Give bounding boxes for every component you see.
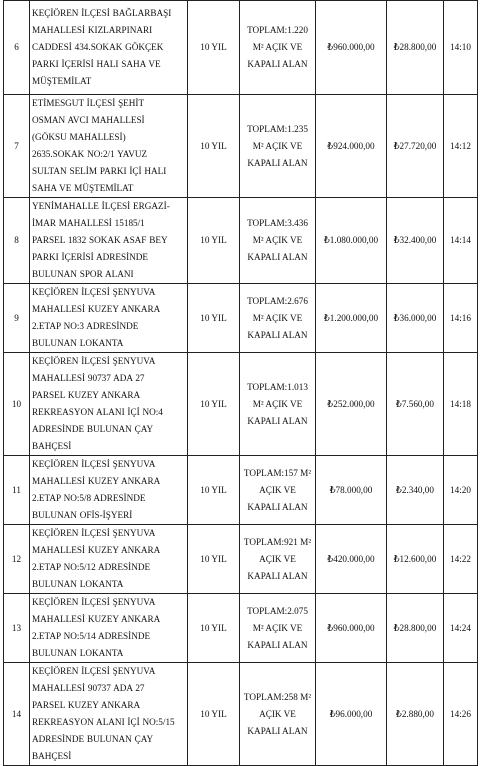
estimated-value: ₺960.000,00	[316, 1, 387, 95]
tender-time: 14:14	[444, 198, 478, 284]
estimated-value: ₺252.000,00	[316, 353, 387, 456]
table-row	[4, 525, 478, 594]
row-number: 10	[4, 353, 30, 456]
estimated-value: ₺1.080.000,00	[316, 198, 387, 284]
lease-duration: 10 YIL	[188, 198, 240, 284]
guarantee-amount: ₺28.800,00	[387, 1, 444, 95]
lease-duration: 10 YIL	[188, 353, 240, 456]
lease-duration: 10 YIL	[188, 284, 240, 353]
guarantee-amount: ₺36.000,00	[387, 284, 444, 353]
lease-duration: 10 YIL	[188, 1, 240, 95]
guarantee-amount: ₺32.400,00	[387, 198, 444, 284]
tender-time: 14:10	[444, 1, 478, 95]
tender-time: 14:20	[444, 456, 478, 525]
location-description: KEÇİÖREN İLÇESİ ŞENYUVA MAHALLESİ 90737 ADA 27 PARSEL KUZEY ANKARA REKREASYON ALANI İÇİ NO:5/15 ADRESİNDE BULUNAN ÇAY BAHÇESİ	[30, 663, 188, 766]
area-total: TOPLAM:921 M² AÇIK VE KAPALI ALAN	[240, 525, 316, 594]
table-row	[4, 284, 478, 353]
area-total: TOPLAM:1.013 M² AÇIK VE KAPALI ALAN	[240, 353, 316, 456]
area-total: TOPLAM:1.235 M² AÇIK VE KAPALI ALAN	[240, 95, 316, 198]
location-description: KEÇİÖREN İLÇESİ ŞENYUVA MAHALLESİ KUZEY ANKARA 2.ETAP NO:3 ADRESİNDE BULUNAN LOKANTA	[30, 284, 188, 353]
row-number: 8	[4, 198, 30, 284]
estimated-value: ₺960.000,00	[316, 594, 387, 663]
area-total: TOPLAM:157 M² AÇIK VE KAPALI ALAN	[240, 456, 316, 525]
table-row	[4, 456, 478, 525]
area-total: TOPLAM:3.436 M² AÇIK VE KAPALI ALAN	[240, 198, 316, 284]
guarantee-amount: ₺28.800,00	[387, 594, 444, 663]
tender-time: 14:16	[444, 284, 478, 353]
table-row	[4, 198, 478, 284]
estimated-value: ₺78.000,00	[316, 456, 387, 525]
location-description: KEÇİÖREN İLÇESİ ŞENYUVA MAHALLESİ 90737 ADA 27 PARSEL KUZEY ANKARA REKREASYON ALANI İÇİ NO:4 ADRESİNDE BULUNAN ÇAY BAHÇESİ	[30, 353, 188, 456]
guarantee-amount: ₺7.560,00	[387, 353, 444, 456]
tender-time: 14:18	[444, 353, 478, 456]
location-description: ETİMESGUT İLÇESİ ŞEHİT OSMAN AVCI MAHALLESİ (GÖKSU MAHALLESİ) 2635.SOKAK NO:2/1 YAVUZ SULTAN SELİM PARKI İÇİ HALI SAHA VE MÜŞTEMİLAT	[30, 95, 188, 198]
guarantee-amount: ₺12.600,00	[387, 525, 444, 594]
guarantee-amount: ₺2.880,00	[387, 663, 444, 766]
tender-time: 14:26	[444, 663, 478, 766]
lease-duration: 10 YIL	[188, 594, 240, 663]
area-total: TOPLAM:2.075 M² AÇIK VE KAPALI ALAN	[240, 594, 316, 663]
tender-time: 14:12	[444, 95, 478, 198]
estimated-value: ₺1.200.000,00	[316, 284, 387, 353]
table-body	[4, 1, 478, 766]
table-row	[4, 95, 478, 198]
row-number: 12	[4, 525, 30, 594]
lease-duration: 10 YIL	[188, 663, 240, 766]
area-total: TOPLAM:258 M² AÇIK VE KAPALI ALAN	[240, 663, 316, 766]
row-number: 13	[4, 594, 30, 663]
lease-duration: 10 YIL	[188, 456, 240, 525]
estimated-value: ₺96.000,00	[316, 663, 387, 766]
guarantee-amount: ₺27.720,00	[387, 95, 444, 198]
tender-table	[3, 0, 478, 766]
location-description: KEÇİÖREN İLÇESİ BAĞLARBAŞI MAHALLESİ KIZLARPINARI CADDESİ 434.SOKAK GÖKÇEK PARKI İÇERİSİ HALI SAHA VE MÜŞTEMİLAT	[30, 1, 188, 95]
location-description: KEÇİÖREN İLÇESİ ŞENYUVA MAHALLESİ KUZEY ANKARA 2.ETAP NO:5/8 ADRESİNDE BULUNAN OFİS-İŞYERİ	[30, 456, 188, 525]
row-number: 11	[4, 456, 30, 525]
table-row	[4, 594, 478, 663]
area-total: TOPLAM:1.220 M² AÇIK VE KAPALI ALAN	[240, 1, 316, 95]
location-description: YENİMAHALLE İLÇESİ ERGAZİ- İMAR MAHALLESİ 15185/1 PARSEL 1832 SOKAK ASAF BEY PARKI İÇERİSİ ADRESİNDE BULUNAN SPOR ALANI	[30, 198, 188, 284]
location-description: KEÇİÖREN İLÇESİ ŞENYUVA MAHALLESİ KUZEY ANKARA 2.ETAP NO:5/12 ADRESİNDE BULUNAN LOKANTA	[30, 525, 188, 594]
row-number: 9	[4, 284, 30, 353]
estimated-value: ₺420.000,00	[316, 525, 387, 594]
table-row	[4, 663, 478, 766]
tender-time: 14:24	[444, 594, 478, 663]
area-total: TOPLAM:2.676 M² AÇIK VE KAPALI ALAN	[240, 284, 316, 353]
estimated-value: ₺924.000,00	[316, 95, 387, 198]
location-description: KEÇİÖREN İLÇESİ ŞENYUVA MAHALLESİ KUZEY ANKARA 2.ETAP NO:5/14 ADRESİNDE BULUNAN LOKANTA	[30, 594, 188, 663]
table-row	[4, 353, 478, 456]
row-number: 6	[4, 1, 30, 95]
lease-duration: 10 YIL	[188, 525, 240, 594]
lease-duration: 10 YIL	[188, 95, 240, 198]
row-number: 7	[4, 95, 30, 198]
table-row	[4, 1, 478, 95]
tender-time: 14:22	[444, 525, 478, 594]
row-number: 14	[4, 663, 30, 766]
guarantee-amount: ₺2.340,00	[387, 456, 444, 525]
